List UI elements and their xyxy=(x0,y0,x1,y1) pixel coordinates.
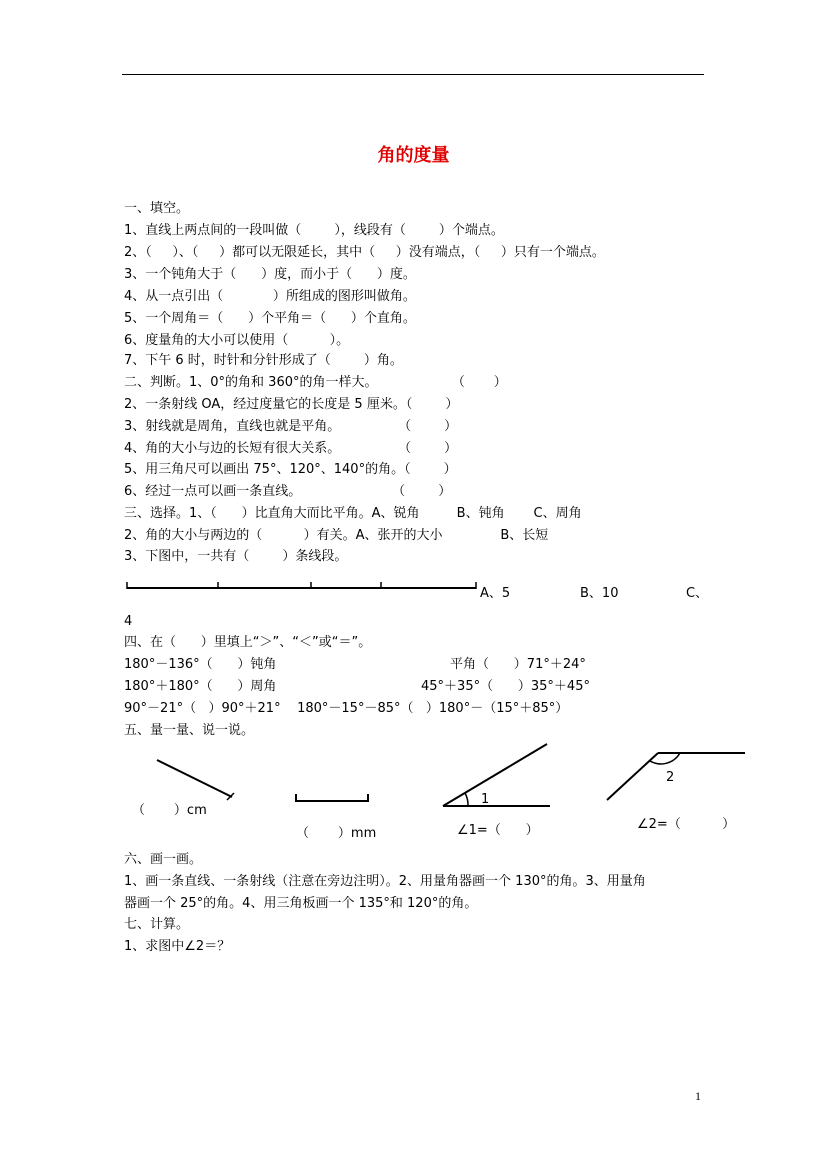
bracket-length-blank: （ ）mm xyxy=(296,826,377,841)
section1-heading: 一、填空。 xyxy=(124,201,190,216)
question-line: 2、一条射线 OA，经过度量它的长度是 5 厘米。（ ） xyxy=(124,397,459,412)
question-line: 6、度量角的大小可以使用（ ）。 xyxy=(124,333,350,348)
question-line: 3、一个钝角大于（ ）度，而小于（ ）度。 xyxy=(124,267,416,282)
page-number: 1 xyxy=(695,1089,701,1103)
angle-1-figure xyxy=(443,744,550,806)
question-line: 2、（ ）、（ ）都可以无限延长，其中（ ）没有端点，（ ）只有一个端点。 xyxy=(124,245,605,260)
question-line: 3、下图中，一共有（ ）条线段。 xyxy=(124,549,348,564)
segment-length-blank: （ ）cm xyxy=(132,803,207,818)
question-line: 6、经过一点可以画一条直线。 （ ） xyxy=(124,484,452,499)
calc-question-1: 1、求图中∠2＝？ xyxy=(124,939,231,954)
question-line: 5、用三角尺可以画出 75°、120°、140°的角。（ ） xyxy=(124,462,457,477)
draw-instructions-line1: 1、画一条直线、一条射线（注意在旁边注明）。2、用量角器画一个 130°的角。3、用量角 xyxy=(124,874,646,889)
question-line: 4、从一点引出（ ）所组成的图形叫做角。 xyxy=(124,289,416,304)
question-line: 3、射线就是周角，直线也就是平角。 （ ） xyxy=(124,419,458,434)
page-title: 角的度量 xyxy=(377,145,450,166)
question-line: 7、下午 6 时，时针和分针形成了（ ）角。 xyxy=(124,353,403,368)
section5-heading: 五、量一量、说一说。 xyxy=(124,723,255,738)
choice-b: B、10 xyxy=(580,586,619,601)
bracket-segment xyxy=(296,794,368,801)
compare-row1-right: 平角（ ）71°＋24° xyxy=(450,657,586,672)
section2-heading: 二、判断。1、0°的角和 360°的角一样大。 （ ） xyxy=(124,375,507,390)
segment-figure xyxy=(127,582,476,589)
compare-row2-right: 45°＋35°（ ）35°＋45° xyxy=(421,679,590,694)
question-line: 1、直线上两点间的一段叫做（ ），线段有（ ）个端点。 xyxy=(124,223,504,238)
angle-2-mark: 2 xyxy=(666,770,675,785)
choice-a: A、5 xyxy=(480,586,511,601)
question-line: 2、角的大小与两边的（ ）有关。A、张开的大小 B、长短 xyxy=(124,528,549,543)
section6-heading: 六、画一画。 xyxy=(124,852,203,867)
angle-1-mark: 1 xyxy=(481,792,490,807)
section7-heading: 七、计算。 xyxy=(124,917,190,932)
angle-2-blank: ∠2=（ ） xyxy=(637,817,736,832)
slanted-segment xyxy=(157,760,234,800)
compare-row1-left: 180°－136°（ ）钝角 xyxy=(124,657,277,672)
compare-row2-left: 180°＋180°（ ）周角 xyxy=(124,679,277,694)
question-line: 4、角的大小与边的长短有很大关系。 （ ） xyxy=(124,441,458,456)
angle-1-blank: ∠1=（ ） xyxy=(457,823,539,838)
section3-heading: 三、选择。1、（ ）比直角大而比平角。A、锐角 B、钝角 C、周角 xyxy=(124,506,582,521)
choice-c-continued: 4 xyxy=(124,614,133,629)
section4-heading: 四、在（ ）里填上“＞”、“＜”或“＝”。 xyxy=(124,635,372,650)
compare-row3: 90°－21°（ ）90°＋21° 180°－15°－85°（ ）180°－（15°＋85°） xyxy=(124,701,569,716)
angle-2-figure xyxy=(607,753,745,800)
choice-c: C、 xyxy=(686,586,709,601)
question-line: 5、一个周角＝（ ）个平角＝（ ）个直角。 xyxy=(124,311,416,326)
draw-instructions-line2: 器画一个 25°的角。4、用三角板画一个 135°和 120°的角。 xyxy=(124,896,478,911)
